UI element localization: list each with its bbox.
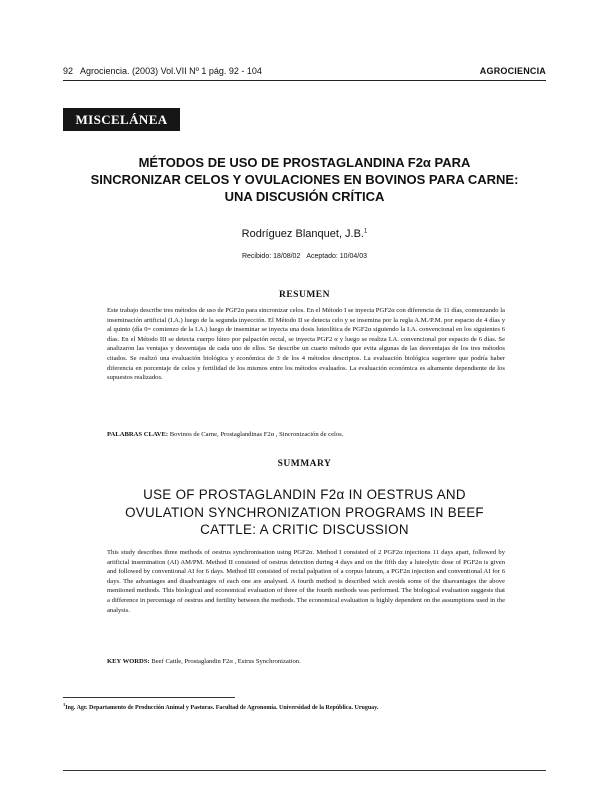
author <box>63 228 546 240</box>
keywords-text: Beef Cattle, Prostaglandin F2α , Estrus Synchronization. <box>151 658 301 665</box>
summary-heading: SUMMARY <box>277 459 332 469</box>
footnote-mark: 1 <box>63 702 66 707</box>
keywords-label: PALABRAS CLAVE: <box>107 431 169 438</box>
spanish-title-line: SINCRONIZAR CELOS Y OVULACIONES EN BOVINOS PARA CARNE: <box>90 172 519 187</box>
summary-body: This study describes three methods of oestrus synchronisation using PGF2α. Method I consisted of 2 PGF2α injections 11 days apart, followed by artificial insemination (AI) AM/PM. Method II consisted of oestrus detection during 4 days and on the fifth day a luteolytic dose of PGF2α is given and followed by conventional AI for 6 days. Method III consisted of rectal palpation of a corpus luteum, a PGF2α injection and conventional AI for 6 days. The advantages and disadvantages of each one are analysed. A fourth method is described wich avoids some of the disavantages the above mentioned methods. This biological and economical evaluation of three of the fourth methods was performed. The biological evaluation suggests that a difference in percentage of oestrus and fertility between the methods. The economical evaluation is highly dependent on the assumptions used in the analysis. <box>107 549 505 614</box>
section-tag: MISCELÁNEA <box>63 108 180 131</box>
resumen-keywords <box>107 430 505 440</box>
keywords-label: KEY WORDS: <box>107 658 150 665</box>
english-title-line: OVULATION SYNCHRONIZATION PROGRAMS IN BEEF <box>125 504 484 520</box>
journal-citation: Agrociencia. (2003) Vol.VII Nº 1 pág. 92 - 104 <box>80 66 262 76</box>
summary-keywords <box>107 657 505 667</box>
author-affiliation-mark: 1 <box>363 228 368 235</box>
header-rule <box>63 80 546 81</box>
footnote <box>63 702 546 711</box>
header-left <box>63 66 267 76</box>
english-title-line: USE OF PROSTAGLANDIN F2α IN OESTRUS AND <box>143 487 466 502</box>
spanish-title-line: UNA DISCUSIÓN CRÍTICA <box>224 189 385 204</box>
bottom-rule <box>63 770 546 771</box>
english-title-line: CATTLE: A CRITIC DISCUSSION <box>200 522 409 537</box>
received-date: Recibido: 18/08/02 <box>241 253 301 260</box>
received-accepted-dates <box>63 253 546 260</box>
journal-name: AGROCIENCIA <box>479 66 546 76</box>
keywords-text: Bovinos de Carne, Prostaglandinas F2α , Sincronización de celos. <box>169 431 344 438</box>
spanish-title-line: MÉTODOS DE USO DE PROSTAGLANDINA F2α PARA <box>138 155 471 170</box>
author-name: Rodríguez Blanquet, J.B. <box>241 228 364 240</box>
english-title <box>63 486 546 539</box>
running-header <box>63 66 546 80</box>
page-number: 92 <box>63 66 74 76</box>
resumen-body: Este trabajo describe tres métodos de uso de PGF2α para sincronizar celos. En el Método I se inyecta PGF2α con diferencia de 11 días, comenzando la inseminación artificial (I.A.) luego de la segunda inyección. El Método II se detecta celo y se insemina por la regla A.M./P.M. por espacio de 4 días y al quinto (día 0= comienzo de la I.A.) luego de inseminar se inyecta una dosis luteolítica de PGF2α siguiendo la I.A. convencional en los siguientes 6 días. En el Método III se detecta cuerpo lúteo por palpación rectal, se inyecta PGF2 α y luego se realiza I.A. convencional por espacio de 6 días. Se analizaron las ventajas y desventajas de cada uno de ellos. Se describe un cuarto método que evita algunas de las desventajas de los tres métodos citados. Se realizó una evaluación biológica y económica de 3 de los 4 métodos descriptos. La evaluación biológica sugeriere que podría haber diferencia en porcentaje de celos y fertilidad de los mismos entre los métodos evaluados. La evaluación económica es altamente dependiente de los supuestos realizados. <box>107 307 505 382</box>
footnote-text: Ing. Agr. Departamento de Producción Animal y Pasturas. Facultad de Agronomía. Universidad de la República. Uruguay. <box>65 705 379 711</box>
resumen-heading: RESUMEN <box>278 290 330 300</box>
accepted-date: Aceptado: 10/04/03 <box>306 253 368 260</box>
footnote-rule <box>63 697 235 698</box>
spanish-title <box>63 154 546 205</box>
